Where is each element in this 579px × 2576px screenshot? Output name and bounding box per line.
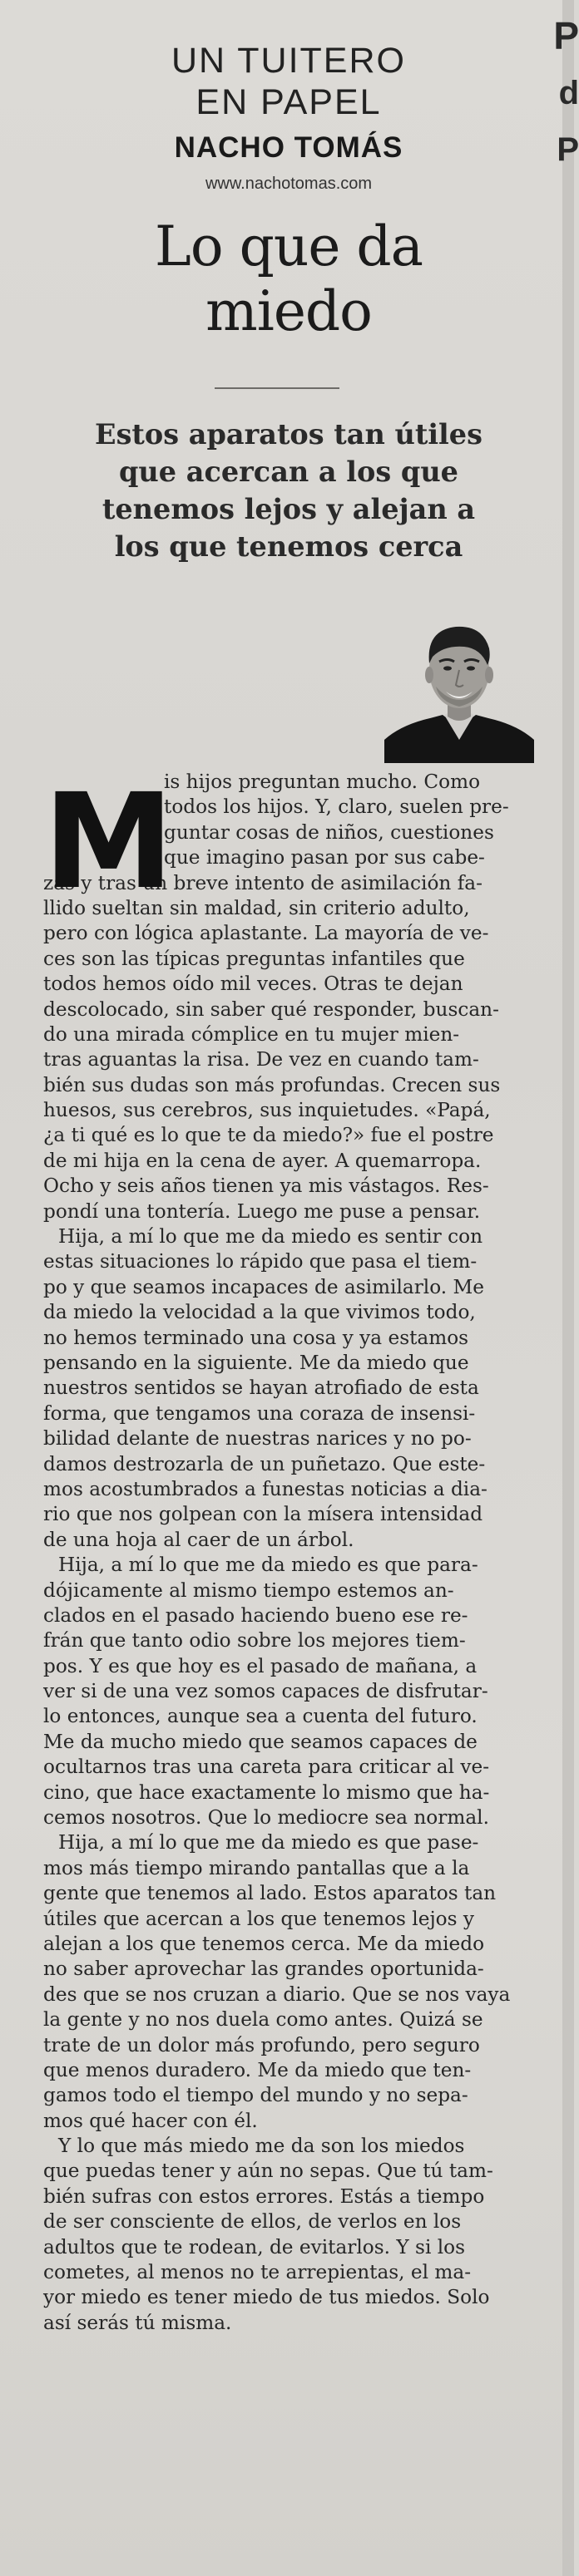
body-line: útiles que acercan a los que tenemos lejos y xyxy=(43,1907,474,1930)
author-portrait xyxy=(384,615,534,763)
body-line: la gente y no nos duela como antes. Quizá se xyxy=(43,2008,483,2032)
headline-line1: Lo que da xyxy=(155,214,423,278)
author-website: www.nachotomas.com xyxy=(205,175,373,193)
body-line: ocultarnos tras una careta para criticar al ve- xyxy=(43,1756,490,1779)
body-line: rio que nos golpean con la mísera intensidad xyxy=(43,1503,483,1526)
body-line: pensando en la siguiente. Me da miedo que xyxy=(43,1351,469,1374)
body-line: frán que tanto odio sobre los mejores tiem- xyxy=(43,1629,466,1652)
headline-line2: miedo xyxy=(205,279,372,343)
body-line: bién sufras con estos errores. Estás a tiempo xyxy=(43,2184,485,2208)
body-line: cometes, al menos no te arrepientas, el ma- xyxy=(43,2261,472,2284)
body-line: tras aguantas la risa. De vez en cuando tam- xyxy=(43,1048,479,1071)
edge-letter: P xyxy=(557,131,579,168)
body-line: Hija, a mí lo que me da miedo es que pase- xyxy=(58,1831,479,1854)
divider-rule xyxy=(215,387,339,389)
body-line: Ocho y seis años tienen ya mis vástagos. Res- xyxy=(43,1175,489,1198)
body-line: guntar cosas de niños, cuestiones xyxy=(164,820,494,844)
body-line: Hija, a mí lo que me da miedo es sentir con xyxy=(58,1225,483,1249)
body-line: gamos todo el tiempo del mundo y no sepa- xyxy=(43,2084,468,2107)
body-line: Hija, a mí lo que me da miedo es que para- xyxy=(58,1554,478,1577)
body-line: gente que tenemos al lado. Estos aparatos tan xyxy=(43,1882,497,1905)
deck-line: tenemos lejos y alejan a xyxy=(101,493,476,525)
article-body xyxy=(43,766,534,2336)
body-line: llido sueltan sin maldad, sin criterio adulto, xyxy=(43,896,470,919)
body-line: clados en el pasado haciendo bueno ese re- xyxy=(43,1603,468,1627)
body-line: yor miedo es tener miedo de tus miedos. Solo xyxy=(43,2286,490,2309)
article-deck xyxy=(43,416,534,565)
body-line: huesos, sus cerebros, sus inquietudes. «Papá, xyxy=(43,1099,491,1122)
body-line: ¿a ti qué es lo que te da miedo?» fue el postre xyxy=(43,1124,494,1147)
body-line: ver si de una vez somos capaces de disfrutar- xyxy=(43,1680,488,1703)
adjacent-page-edge xyxy=(553,0,579,2576)
body-line: bilidad delante de nuestras narices y no po- xyxy=(43,1427,472,1451)
body-line: trate de un dolor más profundo, pero seguro xyxy=(43,2033,480,2056)
body-line: alejan a los que tenemos cerca. Me da miedo xyxy=(43,1932,485,1955)
drop-cap: M xyxy=(43,766,171,919)
body-line: adultos que te rodean, de evitarlos. Y si los xyxy=(43,2235,466,2258)
section-kicker-line2: EN PAPEL xyxy=(195,82,382,122)
body-line: estas situaciones lo rápido que pasa el tiem- xyxy=(43,1250,478,1273)
body-line: descolocado, sin saber qué responder, buscan- xyxy=(43,997,499,1021)
body-line: mos más tiempo mirando pantallas que a la xyxy=(43,1856,470,1879)
body-line: ces son las típicas preguntas infantiles que xyxy=(43,947,465,970)
section-kicker-line1: UN TUITERO xyxy=(171,41,406,81)
body-line: Me da mucho miedo que seamos capaces de xyxy=(43,1730,478,1753)
edge-letter: d xyxy=(558,75,579,111)
body-line: pero con lógica aplastante. La mayoría de ve- xyxy=(43,922,489,945)
body-line: mos qué hacer con él. xyxy=(43,2109,258,2132)
body-line: pos. Y es que hoy es el pasado de mañana, a xyxy=(43,1654,478,1677)
body-line: dójicamente al mismo tiempo estemos an- xyxy=(43,1579,454,1602)
body-line: de ser consciente de ellos, de verlos en los xyxy=(43,2210,462,2234)
body-line: is hijos preguntan mucho. Como xyxy=(164,771,481,793)
body-line: bién sus dudas son más profundas. Crecen sus xyxy=(43,1073,501,1096)
body-line: de una hoja al caer de un árbol. xyxy=(43,1528,354,1551)
body-line: que imagino pasan por sus cabe- xyxy=(164,846,485,869)
body-line: todos hemos oído mil veces. Otras te dejan xyxy=(43,973,463,996)
body-line: do una mirada cómplice en tu mujer mien- xyxy=(43,1022,460,1046)
body-line: zas y tras un breve intento de asimilación fa- xyxy=(43,871,482,894)
article-headline xyxy=(43,214,534,344)
edge-letter: P xyxy=(553,14,579,57)
body-line: forma, que tengamos una coraza de insensi- xyxy=(43,1401,476,1425)
body-line: no saber aprovechar las grandes oportunida- xyxy=(43,1958,484,1981)
body-line: pondí una tontería. Luego me puse a pensar. xyxy=(43,1199,481,1223)
deck-line: los que tenemos cerca xyxy=(114,530,463,563)
body-line: po y que seamos incapaces de asimilarlo. Me xyxy=(43,1275,484,1298)
body-line: de mi hija en la cena de ayer. A quemarropa. xyxy=(43,1149,482,1172)
body-line: cino, que hace exactamente lo mismo que ha- xyxy=(43,1781,490,1804)
body-line: así serás tú misma. xyxy=(43,2311,232,2334)
body-line: que puedas tener y aún no sepas. Que tú tam- xyxy=(43,2160,493,2183)
body-line: cemos nosotros. Que lo mediocre sea normal. xyxy=(43,1806,489,1830)
body-line: nuestros sentidos se hayan atrofiado de esta xyxy=(43,1377,479,1400)
body-line: des que se nos cruzan a diario. Que se nos vaya xyxy=(43,1982,511,2006)
body-line: todos los hijos. Y, claro, suelen pre- xyxy=(164,795,509,819)
body-line: mos acostumbrados a funestas noticias a dia- xyxy=(43,1477,487,1500)
body-line: que menos duradero. Me da miedo que ten- xyxy=(43,2058,472,2081)
deck-line: Estos aparatos tan útiles xyxy=(95,418,482,451)
body-line: Y lo que más miedo me da son los miedos xyxy=(58,2135,465,2158)
author-name: NACHO TOMÁS xyxy=(174,131,403,164)
deck-line: que acercan a los que xyxy=(118,456,458,488)
body-line: damos destrozarla de un puñetazo. Que este- xyxy=(43,1452,486,1475)
body-line: lo entonces, aunque sea a cuenta del futuro. xyxy=(43,1705,478,1728)
body-line: no hemos terminado una cosa y ya estamos xyxy=(43,1326,469,1349)
body-line: da miedo la velocidad a la que vivimos todo, xyxy=(43,1301,476,1324)
